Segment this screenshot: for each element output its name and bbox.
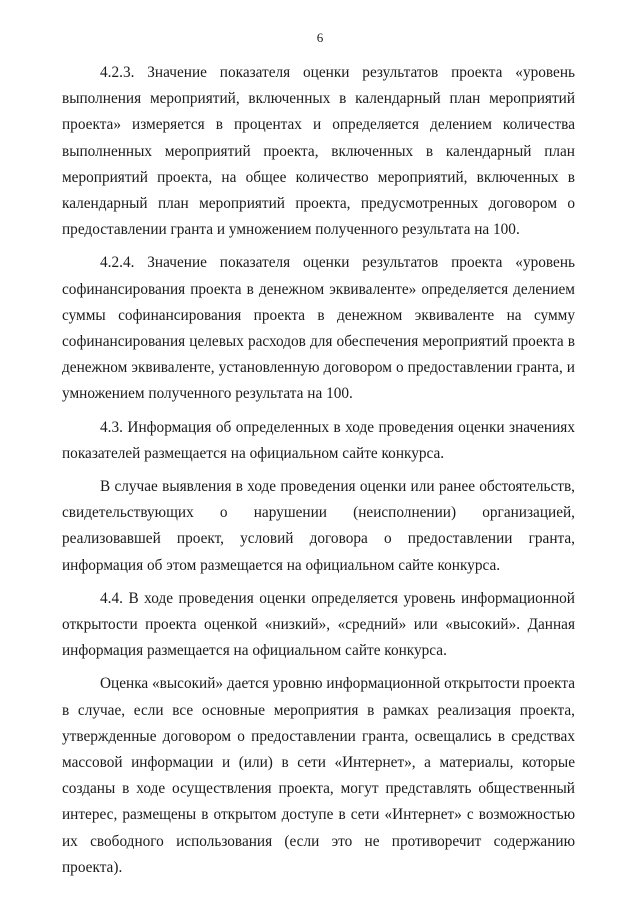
- paragraph-4-2-3: 4.2.3. Значение показателя оценки результатов проекта «уровень выполнения мероприятий, включенных в календарный план мероприятий проекта» измеряется в процентах и определяется делением количества выполненных мероприятий проекта, включенных в календарный план мероприятий проекта, на общее количество мероприятий, включенных в календарный план мероприятий проекта, предусмотренных договором о предоставлении гранта и умножением полученного результата на 100.: [62, 64, 575, 239]
- paragraph-4-2-4: 4.2.4. Значение показателя оценки результатов проекта «уровень софинансирования проекта в денежном эквиваленте» определяется делением суммы софинансирования проекта в денежном эквиваленте на сумму софинансирования целевых расходов для обеспечения мероприятий проекта в денежном эквиваленте, установленную договором о предоставлении гранта, и умножением полученного результата на 100.: [62, 254, 575, 403]
- paragraph-4-3: 4.3. Информация об определенных в ходе проведения оценки значениях показателей размещается на официальном сайте конкурса.: [62, 418, 575, 462]
- document-body: [62, 60, 575, 888]
- paragraph-high-rating: Оценка «высокий» дается уровню информационной открытости проекта в случае, если все основные мероприятия в рамках реализация проекта, утвержденные договором о предоставлении гранта, освещались в средствах массовой информации и (или) в сети «Интернет», а материалы, которые созданы в ходе осуществления проекта, могут представлять общественный интерес, размещены в открытом доступе в сети «Интернет» с возможностью их свободного использования (если это не противоречит содержанию проекта).: [62, 675, 575, 876]
- paragraph-4-4: 4.4. В ходе проведения оценки определяется уровень информационной открытости проекта оценкой «низкий», «средний» или «высокий». Данная информация размещается на официальном сайте конкурса.: [62, 589, 575, 660]
- page-number: 6: [316, 30, 324, 45]
- paragraph-violations: В случае выявления в ходе проведения оценки или ранее обстоятельств, свидетельствующих о нарушении (неисполнении) организацией, реализовавшей проект, условий договора о предоставлении гранта, информация об этом размещается на официальном сайте конкурса.: [62, 478, 575, 574]
